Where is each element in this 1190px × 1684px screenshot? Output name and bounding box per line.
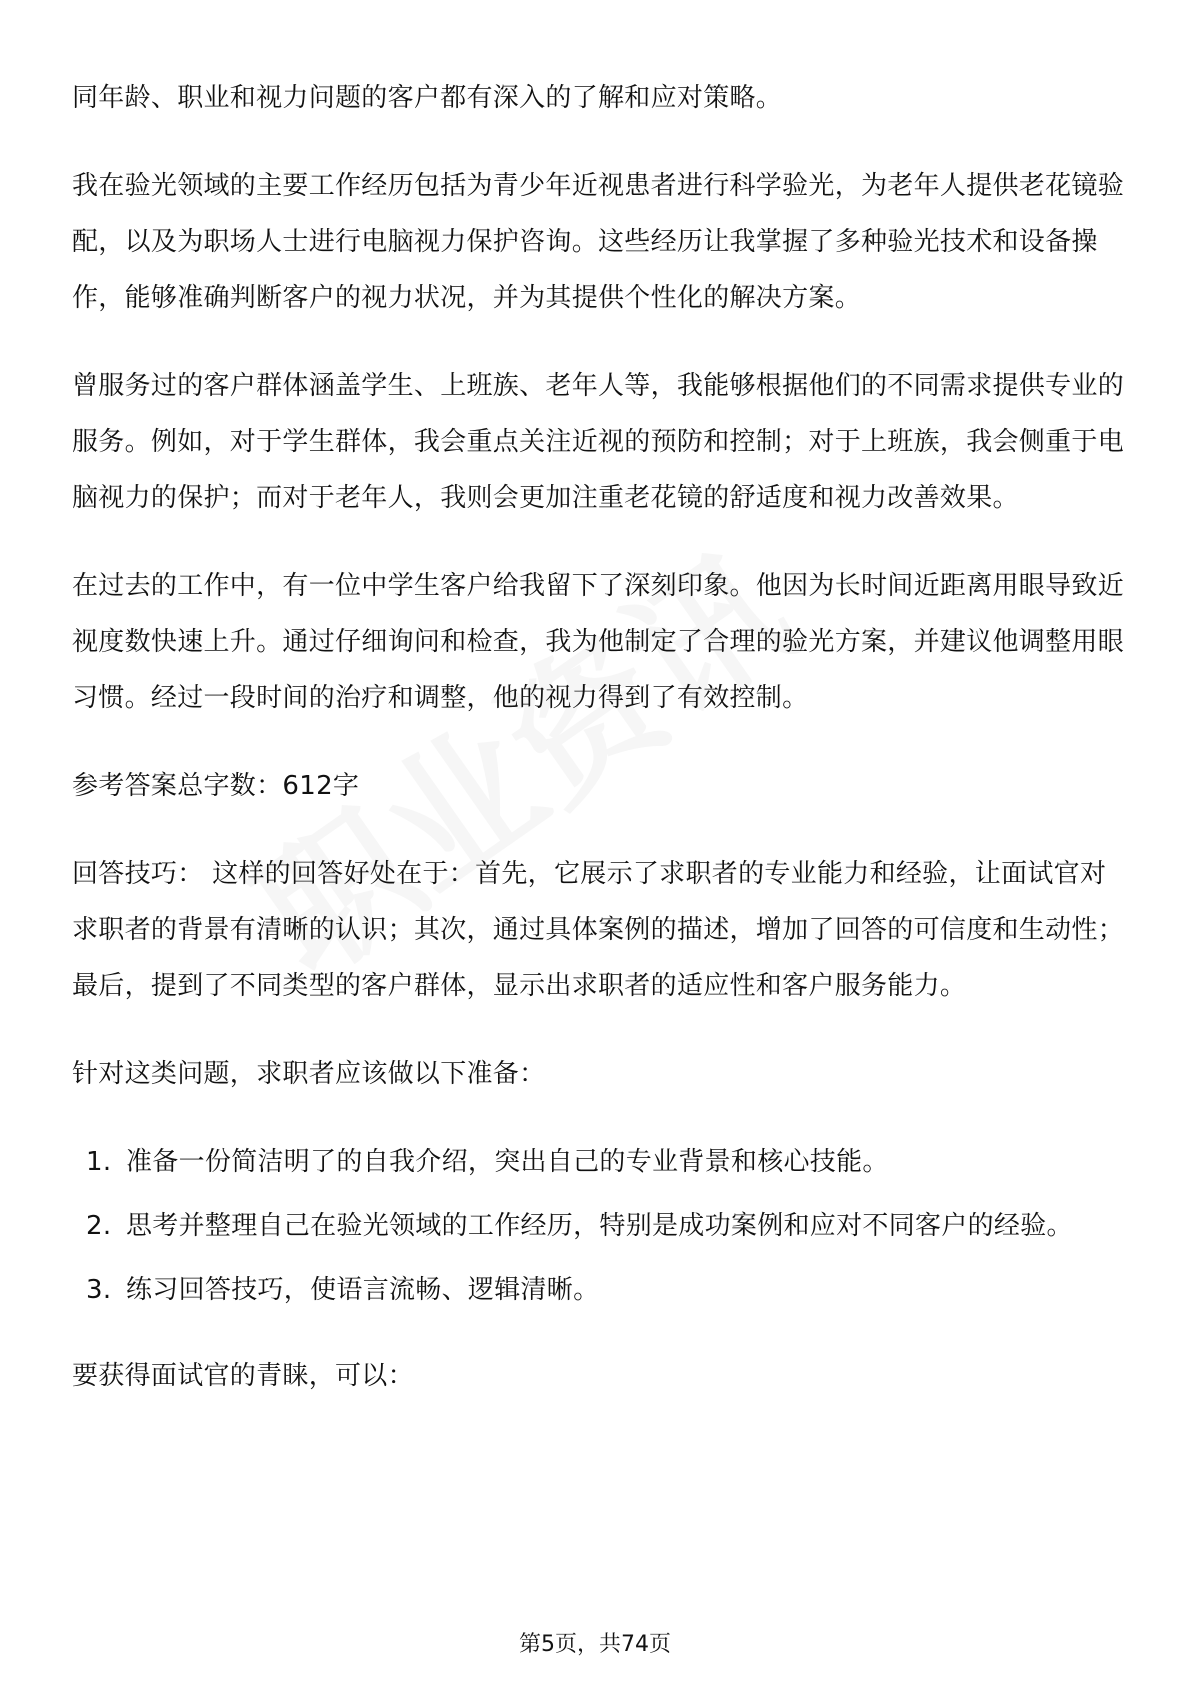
paragraph-intro-continuation: 同年龄、职业和视力问题的客户都有深入的了解和应对策略。 xyxy=(72,83,783,113)
list-item xyxy=(72,1262,1124,1318)
list-item xyxy=(72,1198,1124,1254)
page-number-footer: 第5页，共74页 xyxy=(519,1632,671,1657)
paragraph-answer-tips: 回答技巧： 这样的回答好处在于：首先，它展示了求职者的专业能力和经验，让面试官对求职者的背景有清晰的认识；其次，通过具体案例的描述，增加了回答的可信度和生动性；最后，提到了不同类型的客户群体，显示出求职者的适应性和客户服务能力。 xyxy=(72,859,1125,1001)
list-item xyxy=(72,1134,1124,1190)
list-item-number: 3. xyxy=(86,1275,112,1305)
paragraph-work-experience: 我在验光领域的主要工作经历包括为青少年近视患者进行科学验光，为老年人提供老花镜验配，以及为职场人士进行电脑视力保护咨询。这些经历让我掌握了多种验光技术和设备操作，能够准确判断客户的视力状况，并为其提供个性化的解决方案。 xyxy=(72,171,1125,313)
paragraph-preparation-intro: 针对这类问题，求职者应该做以下准备： xyxy=(72,1059,546,1089)
list-item-text: 练习回答技巧，使语言流畅、逻辑清晰。 xyxy=(126,1275,600,1305)
list-item-text: 准备一份简洁明了的自我介绍，突出自己的专业背景和核心技能。 xyxy=(126,1147,889,1177)
preparation-list xyxy=(72,1134,1124,1318)
paragraph-client-groups: 曾服务过的客户群体涵盖学生、上班族、老年人等，我能够根据他们的不同需求提供专业的服务。例如，对于学生群体，我会重点关注近视的预防和控制；对于上班族，我会侧重于电脑视力的保护；而对于老年人，我则会更加注重老花镜的舒适度和视力改善效果。 xyxy=(72,371,1125,513)
list-item-number: 2. xyxy=(86,1211,112,1241)
list-item-number: 1. xyxy=(86,1147,112,1177)
paragraph-word-count: 参考答案总字数：612字 xyxy=(72,771,360,801)
paragraph-case-example: 在过去的工作中，有一位中学生客户给我留下了深刻印象。他因为长时间近距离用眼导致近视度数快速上升。通过仔细询问和检查，我为他制定了合理的验光方案，并建议他调整用眼习惯。经过一段时间的治疗和调整，他的视力得到了有效控制。 xyxy=(72,571,1125,713)
list-item-text: 思考并整理自己在验光领域的工作经历，特别是成功案例和应对不同客户的经验。 xyxy=(126,1211,1073,1241)
paragraph-impress-interviewer: 要获得面试官的青睐，可以： xyxy=(72,1361,414,1391)
document-body xyxy=(72,70,1124,1436)
